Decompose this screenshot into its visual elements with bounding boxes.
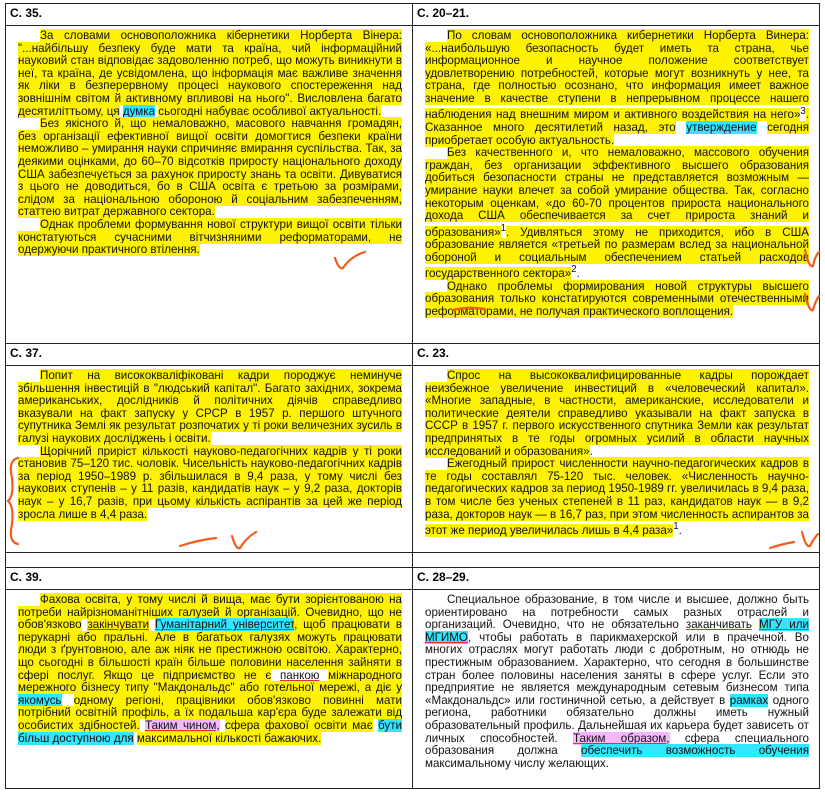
russian-text-cell	[413, 590, 820, 789]
paragraph: Однако проблемы формирования новой структуры высшего образования только констатируются современными отечественными реформаторами, не получая практического воплощения.	[425, 279, 809, 319]
russian-text-cell	[413, 366, 820, 553]
ukrainian-text-cell	[6, 590, 413, 789]
highlighted-phrase: Таким чином,	[145, 718, 220, 732]
highlighted-keyword: якомусь	[18, 693, 62, 707]
highlighted-phrase: Таким образом,	[572, 731, 670, 745]
page-ref-header: С. 39.	[6, 568, 413, 590]
highlighted-keyword: МГУ или МГИМО	[425, 618, 809, 644]
underlined-word: панкою	[279, 668, 320, 682]
paragraph: Спрос на высококвалифицированные кадры порождает неизбежное увеличение инвестиций в «человеческий капитал». «Многие западные, в частности, американские, исследователи и политические деятели справедливо указывали на факт запуска в СССР в 1957 г. первого искусственного спутника Земли как результат предпринятых в те годы огромных усилий в области научных исследований и образования».	[425, 369, 809, 458]
russian-text-cell	[413, 26, 820, 344]
page-ref-header: С. 23.	[413, 344, 820, 366]
paragraph: Без якісного й, що немаловажно, масового навчання громадян, без організації ефективної вищої освіти домогтися безпеки країни неможливо – умирання науки спричиняє вмирання суспільства. Так, за деякими оцінками, до 60–70 відсотків приросту національного доходу США забезпечується за рахунок приросту знань та освіти. Дивуватися з цього не доводиться, бо в США освіта є третьою за розмірами, слідом за національною обороною й соціальним забезпеченням, статтею витрат державного сектора.	[18, 117, 402, 219]
page-ref-header: С. 28–29.	[413, 568, 820, 590]
ukrainian-text-cell	[6, 26, 413, 344]
underlined-word: закінчувати	[87, 618, 150, 632]
highlighted-keyword: думка	[122, 104, 156, 118]
paragraph: Без качественного и, что немаловажно, массового обучения граждан, без организации эффективного высшего образования добиться безопасности страны не представляется возможным — умирание науки влечет за собой умирание общества. Так, согласно некоторым оценкам, «до 60-70 процентов прироста национального дохода США обеспечивается за счет прироста знаний и образования»$^1$. Удивляться этому не приходится, ибо в США образование является «третьей по размерам вслед за национальной обороной и социальным обеспечением статьей расходов государственного сектора»$^2$.	[425, 146, 809, 281]
empty-row	[6, 553, 413, 568]
comparison-table	[5, 3, 820, 789]
page-ref-header: С. 20–21.	[413, 4, 820, 26]
highlighted-keyword: утверждение	[686, 121, 757, 135]
paragraph: По словам основоположника кибернетики Норберта Винера: «...наибольшую безопасность будет иметь та страна, чье информационное и научное положение соответствует удовлетворению потребностей, которые могут возникнуть у нее, та страна, где полностью осознано, что информация имеет важное значение в качестве ступени в непрерывном процессе нашего наблюдения над внешним миром и активного воздействия на него»$^3$. Сказанное много десятилетий назад, это утверждение сегодня приобретает особую актуальность.	[425, 29, 809, 147]
paragraph: Ежегодный прирост численности научно-педагогических кадров в те годы составлял 75-120 тыс. человек. «Численность научно-педагогических кадров за период 1950-1989 гг. увеличилась в 9,4 раза, в том числе без ученых степеней в 11 раз, кандидатов наук — в 9,2 раза, докторов наук — в 16,7 раз, при этом численность аспирантов за этот же период увеличилась лишь в 4,4 раза»$^1$.	[425, 457, 809, 537]
paragraph: Однак проблеми формування нової структури вищої освіти тільки констатуються сучасними вітчизняними реформаторами, не одержуючи практичного втілення.	[18, 217, 402, 257]
highlighted-keyword: Гуманітарний університет	[155, 618, 295, 632]
highlighted-keyword: рамках	[729, 693, 769, 707]
empty-row	[413, 553, 820, 568]
highlighted-keyword: бути більш доступною для	[18, 718, 402, 745]
page-ref-header: С. 35.	[6, 4, 413, 26]
paragraph: Попит на висококваліфіковані кадри породжує неминуче збільшення інвестицій в "людський капітал". Багато західних, зокрема американських, дослідників й політичних діячів справедливо вказували на факт запуску у СРСР в 1957 р. першого штучного супутника Землі як результат розпочатих у ті роки величезних зусиль в галузі наукових досліджень і освіти.	[18, 369, 402, 445]
highlighted-keyword: обеспечить возможность обучения	[581, 744, 809, 758]
ukrainian-text-cell	[6, 366, 413, 553]
page-ref-header: С. 37.	[6, 344, 413, 366]
paragraph: За словами основоположника кібернетики Норберта Вінера: "...найбільшу безпеку буде мати та країна, чий інформаційний науковий стан відповідає задоволенню потреб, що можуть виникнути в неї, та країна, де усвідомлена, що інформація має важливе значення як ліки в безперервному процесі наукового спостереження над зовнішнім світом й активному впливові на нього". Висловлена багато десятиліттьому, ця думка сьогодні набуває особливої актуальності.	[18, 29, 402, 118]
paragraph: Специальное образование, в том числе и высшее, должно быть ориентировано на потребности самых разных отраслей и организаций. Очевидно, что не обязательно заканчивать МГУ или МГИМО, чтобы работать в парикмахерской или в прачечной. Во многих отраслях могут работать люди с добротным, но отнюдь не престижным образованием. Характерно, что сегодня в большинстве стран более половины населения заняты в сфере услуг. Если это предприятие не является международным сетевым бизнесом типа «Макдональдс» или гостиничной сетью, а действует в рамках одного региона, работники обязательно должны иметь нужный образовательный профиль. Дальнейшая их карьера будет зависеть от личных способностей. Таким образом, сфера специального образования должна обеспечить возможность обучения максимальному числу желающих.	[425, 593, 809, 770]
paragraph: Щорічний приріст кількості науково-педагогічних кадрів у ті роки становив 75–120 тис. чоловік. Чисельність науково-педагогічних кадрів за період 1950–1989 р. збільшилася в 9,4 раза, у тому числі без наукових ступенів – у 11 разів, кандидатів наук – у 9,2 раза, докторів наук – у 16,7 разів, при цьому кількість аспірантів за цей же період зросла лише в 4,4 раза.	[18, 444, 402, 521]
paragraph: Фахова освіта, у тому числі й вища, має бути зорієнтованою на потреби найрізноманітніших галузей й організацій. Очевидно, що не обов'язково закінчувати Гуманітарний університет, щоб працювати в перукарні або пральні. Але в багатьох галузях можуть працювати люди з ґрунтовною, але аж ніяк не престижною освітою. Характерно, що сьогодні в більшості країн більше половини населення зайняти в сфері послуг. Якщо це підприємство не є панкою міжнародного мережного бізнесу типу "Макдональдс" або готельної мережі, а діє у якомусь одному регіоні, працівники обов'язково повинні мати потрібний освітній профіль, а їх подальша кар'єра буде залежати від особистих здібностей. Таким чином, сфера фахової освіти має бути більш доступною для максимальної кількості бажаючих.	[18, 593, 402, 745]
underlined-word: заканчивать	[685, 618, 752, 632]
